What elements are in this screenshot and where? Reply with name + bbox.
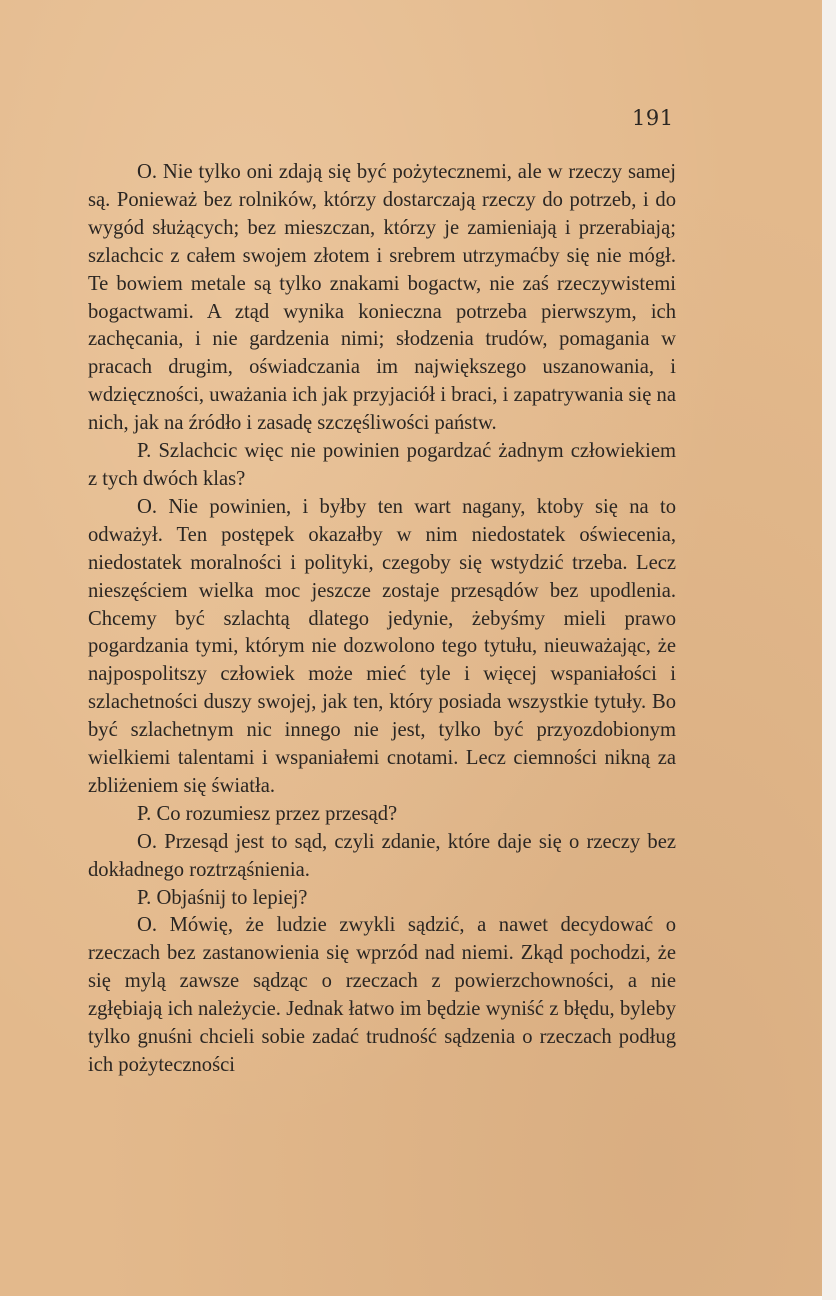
paragraph-answer-3: O. Przesąd jest to sąd, czyli zdanie, które daje się o rzeczy bez dokładnego roztrząśnienia.: [88, 830, 676, 881]
paragraph-answer-1: O. Nie tylko oni zdają się być pożytecznemi, ale w rzeczy samej są. Ponieważ bez rolników, którzy dostarczają rzeczy do potrzeb, i do wygód służących; bez mieszczan, którzy je zamieniają i przerabiają; szlachcic z całem swojem złotem i srebrem utrzymaćby się nie mógł. Te bowiem metale są tylko znakami bogactw, nie zaś rzeczywistemi bogactwami. A ztąd wynika konieczna potrzeba pierwszym, ich zachęcania, i nie gardzenia nimi; słodzenia trudów, pomagania w pracach drugim, oświadczania im największego uszanowania, i wdzięczności, uważania ich jak przyjaciół i braci, i zapatrywania się na nich, jak na źródło i zasadę szczęśliwości państw.: [88, 161, 676, 435]
page-text: [88, 159, 676, 1080]
page-number: 191: [632, 106, 674, 130]
paragraph-question-4: P. Objaśnij to lepiej?: [137, 886, 308, 909]
scan-margin: [822, 0, 836, 1300]
paragraph-question-3: P. Co rozumiesz przez przesąd?: [137, 802, 398, 825]
paragraph-answer-2: O. Nie powinien, i byłby ten wart nagany, ktoby się na to odważył. Ten postępek okazałby w nim niedostatek oświecenia, niedostatek moralności i polityki, czegoby się wstydzić trzeba. Lecz nieszęściem wielka moc jeszcze zostaje przesądów bez upodlenia. Chcemy być szlachtą dlatego jedynie, żebyśmy mieli prawo pogardzania tymi, którym nie dozwolono tego tytułu, nieuważając, że najpospolitszy człowiek może mieć tyle i więcej wspaniałości i szlachetności duszy swojej, jak ten, który posiada wszystkie tytuły. Bo być szlachetnym nic innego nie jest, tylko być przyozdobionym wielkiemi talentami i wspaniałemi cnotami. Lecz ciemności nikną za zbliżeniem się światła.: [88, 495, 676, 797]
paragraph-question-2: P. Szlachcic więc nie powinien pogardzać żadnym człowiekiem z tych dwóch klas?: [88, 440, 676, 490]
paragraph-answer-4: O. Mówię, że ludzie zwykli sądzić, a nawet decydować o rzeczach bez zastanowienia się wprzód nad niemi. Zkąd pochodzi, że się mylą zawsze sądząc o rzeczach z powierzchowności, a nie zgłębiają ich należycie. Jednak łatwo im będzie wyniść z błędu, byleby tylko gnuśni chcieli sobie zadać trudność sądzenia o rzeczach podług ich pożyteczności: [88, 914, 676, 1076]
